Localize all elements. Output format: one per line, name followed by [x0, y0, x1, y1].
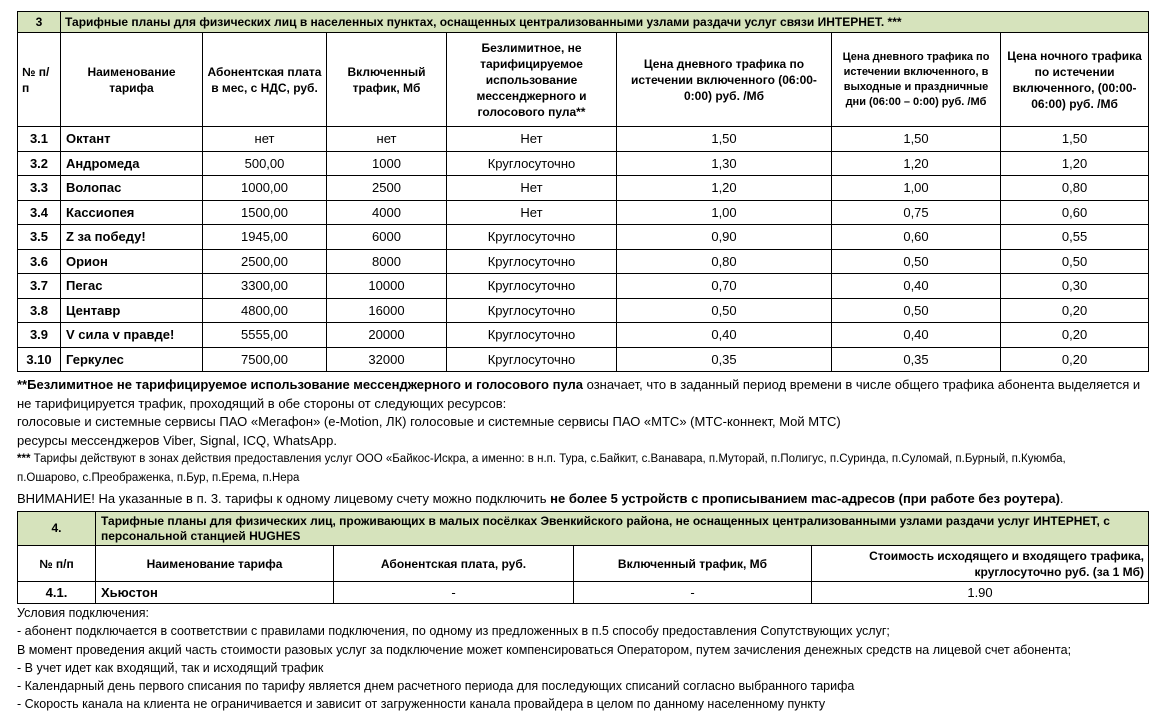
weekend-price: 0,50 — [832, 249, 1001, 274]
section-number: 3 — [18, 12, 61, 33]
table-row — [18, 249, 1149, 274]
table-row — [18, 151, 1149, 176]
condition-line: - Календарный день первого списания по тарифу является днем расчетного периода для последующих списаний согласно выбранного тарифа — [17, 679, 855, 694]
condition-line: Условия подключения: — [17, 606, 149, 620]
weekend-price: 0,75 — [832, 200, 1001, 225]
table-row — [18, 200, 1149, 225]
weekend-price: 1,50 — [832, 127, 1001, 152]
table-row — [18, 225, 1149, 250]
unlimited-usage: Круглосуточно — [447, 298, 617, 323]
tariff-name: Геркулес — [61, 347, 203, 372]
note-zones-mark: *** — [17, 453, 31, 465]
night-price: 0,80 — [1001, 176, 1149, 201]
included-traffic: 8000 — [327, 249, 447, 274]
warning-prefix: ВНИМАНИЕ! На указанные в п. 3. тарифы к одному лицевому счету можно подключить — [17, 491, 551, 506]
unlimited-usage: Круглосуточно — [447, 323, 617, 348]
day-price: 0,80 — [617, 249, 832, 274]
night-price: 0,30 — [1001, 274, 1149, 299]
included-traffic: нет — [327, 127, 447, 152]
night-price: 0,20 — [1001, 347, 1149, 372]
tariff-table-section-4 — [17, 511, 1149, 604]
day-price: 1,30 — [617, 151, 832, 176]
monthly-fee: 1945,00 — [203, 225, 327, 250]
weekend-price: 0,50 — [832, 298, 1001, 323]
row-number: 4.1. — [18, 582, 96, 604]
unlimited-usage: Нет — [447, 127, 617, 152]
header-name: Наименование тарифа — [96, 546, 334, 582]
table-row — [18, 127, 1149, 152]
warning — [17, 490, 1167, 509]
header-fee: Абонентская плата в мес, с НДС, руб. — [203, 33, 327, 127]
unlimited-usage: Круглосуточно — [447, 225, 617, 250]
day-price: 0,35 — [617, 347, 832, 372]
column-headers — [18, 33, 1149, 127]
monthly-fee: - — [334, 582, 574, 604]
day-price: 1,00 — [617, 200, 832, 225]
unlimited-usage: Круглосуточно — [447, 151, 617, 176]
night-price: 1,20 — [1001, 151, 1149, 176]
day-price: 0,70 — [617, 274, 832, 299]
day-price: 1,20 — [617, 176, 832, 201]
unlimited-usage: Нет — [447, 200, 617, 225]
row-number: 3.7 — [18, 274, 61, 299]
warning-bold: не более 5 устройств с прописыванием mac-адресов (при работе без роутера) — [550, 491, 1060, 506]
row-number: 3.10 — [18, 347, 61, 372]
night-price: 0,20 — [1001, 323, 1149, 348]
connection-conditions — [17, 604, 1167, 714]
header-unlimited: Безлимитное, не тарифицируемое использование мессенджерного и голосового пула** — [447, 33, 617, 127]
day-price: 1,50 — [617, 127, 832, 152]
section-header — [18, 12, 1149, 33]
night-price: 0,20 — [1001, 298, 1149, 323]
monthly-fee: 5555,00 — [203, 323, 327, 348]
day-price: 0,50 — [617, 298, 832, 323]
section-header — [18, 512, 1149, 546]
tariff-rows — [18, 582, 1149, 604]
note-unlimited-rest: означает, что в заданный период времени в числе общего трафика абонента выделяется и — [583, 377, 1141, 392]
header-cost: Стоимость исходящего и входящего трафика, круглосуточно руб. (за 1 Мб) — [812, 546, 1149, 582]
table-row — [18, 347, 1149, 372]
night-price: 1,50 — [1001, 127, 1149, 152]
header-num: № п/п — [18, 546, 96, 582]
tariff-name: Андромеда — [61, 151, 203, 176]
note-line-2: не тарифицируется трафик, проходящий в обе стороны от следующих ресурсов: — [17, 395, 507, 411]
row-number: 3.8 — [18, 298, 61, 323]
note-unlimited — [17, 376, 1167, 395]
table-row — [18, 582, 1149, 604]
included-traffic: 2500 — [327, 176, 447, 201]
tariff-table-section-3 — [17, 11, 1149, 372]
note-zones-line-2: п.Ошарово, с.Преображенка, п.Бур, п.Ерема, п.Нера — [17, 472, 300, 484]
tariff-name: Кассиопея — [61, 200, 203, 225]
header-name: Наименование тарифа — [61, 33, 203, 127]
header-day-price: Цена дневного трафика по истечении включенного (06:00-0:00) руб. /Мб — [617, 33, 832, 127]
note-zones-line-1: Тарифы действуют в зонах действия предоставления услуг ООО «Байкос-Искра, а именно: в н.п. Тура, с.Байкит, с.Ванавара, п.Муторай, п.Полигус, п.Суринда, п.Суломай, п.Бурный, п.Куюмба, — [30, 453, 1066, 465]
row-number: 3.2 — [18, 151, 61, 176]
footnotes — [17, 376, 1167, 509]
weekend-price: 0,40 — [832, 323, 1001, 348]
row-number: 3.6 — [18, 249, 61, 274]
tariff-name: Хьюстон — [96, 582, 334, 604]
monthly-fee: 4800,00 — [203, 298, 327, 323]
weekend-price: 0,40 — [832, 274, 1001, 299]
weekend-price: 1,00 — [832, 176, 1001, 201]
row-number: 3.9 — [18, 323, 61, 348]
condition-line: - Скорость канала на клиента не ограничивается и зависит от загруженности канала провайдера в целом по данному населенному пункту — [17, 697, 826, 712]
traffic-cost: 1.90 — [812, 582, 1149, 604]
unlimited-usage: Нет — [447, 176, 617, 201]
included-traffic: 20000 — [327, 323, 447, 348]
included-traffic: 32000 — [327, 347, 447, 372]
day-price: 0,90 — [617, 225, 832, 250]
tariff-name: V сила v правде! — [61, 323, 203, 348]
monthly-fee: нет — [203, 127, 327, 152]
header-traffic: Включенный трафик, Мб — [327, 33, 447, 127]
night-price: 0,50 — [1001, 249, 1149, 274]
header-night-price: Цена ночного трафика по истечении включенного, (00:00-06:00) руб. /Мб — [1001, 33, 1149, 127]
monthly-fee: 500,00 — [203, 151, 327, 176]
note-line-3: голосовые и системные сервисы ПАО «Мегафон» (e-Motion, ЛК) голосовые и системные сервисы ПАО «МТС» (МТС-коннект, Мой МТС) — [17, 414, 841, 429]
condition-line: - В учет идет как входящий, так и исходящий трафик — [17, 660, 324, 675]
table-row — [18, 298, 1149, 323]
tariff-name: Пегас — [61, 274, 203, 299]
row-number: 3.3 — [18, 176, 61, 201]
included-traffic: 4000 — [327, 200, 447, 225]
tariff-name: Центавр — [61, 298, 203, 323]
night-price: 0,60 — [1001, 200, 1149, 225]
tariff-name: Z за победу! — [61, 225, 203, 250]
weekend-price: 0,35 — [832, 347, 1001, 372]
unlimited-usage: Круглосуточно — [447, 249, 617, 274]
tariff-name: Орион — [61, 249, 203, 274]
condition-line: - абонент подключается в соответствии с правилами подключения, по одному из предложенных в п.5 способу предоставления Сопутствующих услуг; — [17, 624, 890, 639]
tariff-name: Октант — [61, 127, 203, 152]
row-number: 3.4 — [18, 200, 61, 225]
unlimited-usage: Круглосуточно — [447, 274, 617, 299]
unlimited-usage: Круглосуточно — [447, 347, 617, 372]
header-fee: Абонентская плата, руб. — [334, 546, 574, 582]
section-number: 4. — [18, 512, 96, 546]
section-title: Тарифные планы для физических лиц, проживающих в малых посёлках Эвенкийского района, не оснащенных централизованными узлами раздачи услуг ИНТЕРНЕТ, с персональной станцией HUGHES — [96, 512, 1149, 546]
table-row — [18, 176, 1149, 201]
weekend-price: 1,20 — [832, 151, 1001, 176]
monthly-fee: 1500,00 — [203, 200, 327, 225]
table-row — [18, 323, 1149, 348]
monthly-fee: 3300,00 — [203, 274, 327, 299]
included-traffic: 1000 — [327, 151, 447, 176]
monthly-fee: 1000,00 — [203, 176, 327, 201]
header-weekend-price: Цена дневного трафика по истечении включенного, в выходные и праздничные дни (06:00 – 0:00) руб. /Мб — [832, 33, 1001, 127]
header-traffic: Включенный трафик, Мб — [574, 546, 812, 582]
night-price: 0,55 — [1001, 225, 1149, 250]
condition-line: В момент проведения акций часть стоимости разовых услуг за подключение может компенсироваться Оператором, путем зачисления денежных средств на лицевой счет абонента; — [17, 642, 1072, 657]
column-headers — [18, 546, 1149, 582]
note-line-4: ресурсы мессенджеров Viber, Signal, ICQ, WhatsApp. — [17, 432, 337, 448]
weekend-price: 0,60 — [832, 225, 1001, 250]
header-num: № п/п — [18, 33, 61, 127]
row-number: 3.1 — [18, 127, 61, 152]
monthly-fee: 2500,00 — [203, 249, 327, 274]
row-number: 3.5 — [18, 225, 61, 250]
included-traffic: 6000 — [327, 225, 447, 250]
monthly-fee: 7500,00 — [203, 347, 327, 372]
note-zones — [17, 450, 1167, 469]
included-traffic: 16000 — [327, 298, 447, 323]
warning-suffix: . — [1059, 491, 1064, 506]
section-title: Тарифные планы для физических лиц в населенных пунктах, оснащенных централизованными узлами раздачи услуг связи ИНТЕРНЕТ. *** — [61, 12, 1149, 33]
tariff-name: Волопас — [61, 176, 203, 201]
tariff-rows — [18, 127, 1149, 372]
included-traffic: 10000 — [327, 274, 447, 299]
day-price: 0,40 — [617, 323, 832, 348]
included-traffic: - — [574, 582, 812, 604]
note-unlimited-bold: **Безлимитное не тарифицируемое использование мессенджерного и голосового пула — [17, 377, 584, 392]
table-row — [18, 274, 1149, 299]
